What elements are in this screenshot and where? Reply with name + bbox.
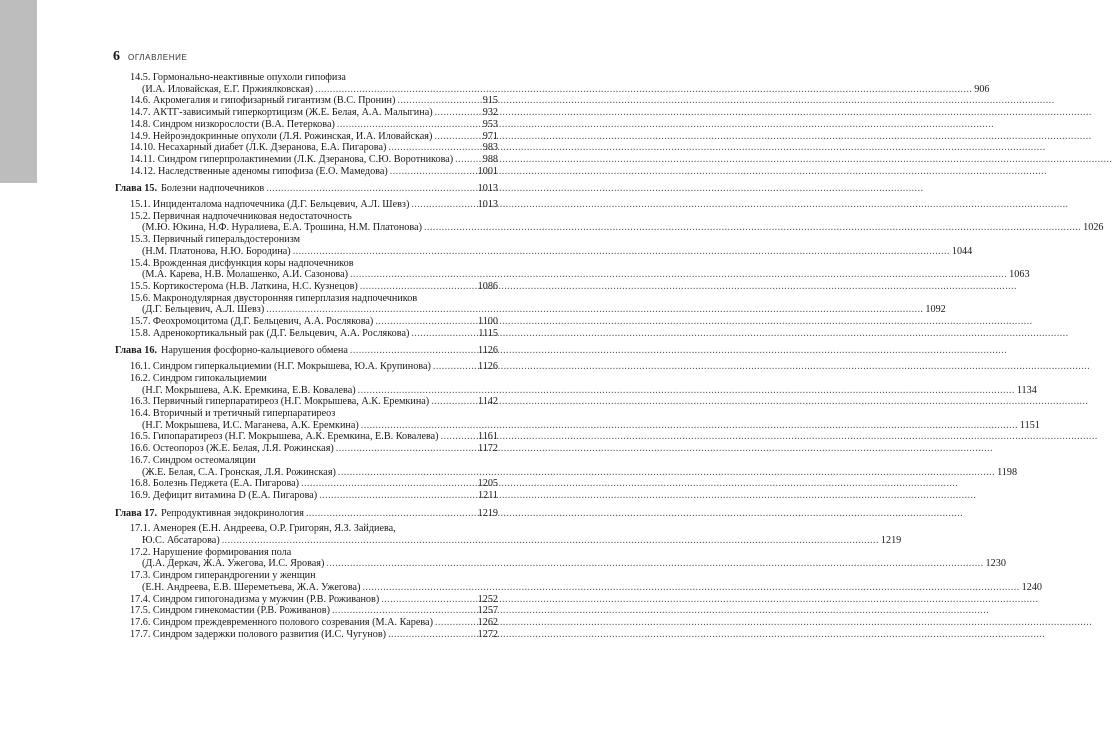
page-ref: 932 xyxy=(482,107,498,119)
page-ref: 915 xyxy=(482,95,498,107)
dot-leader xyxy=(306,508,476,520)
toc-entry xyxy=(115,361,498,373)
page-ref: 1100 xyxy=(478,316,498,328)
entry-text: (М.Ю. Юкина, Н.Ф. Нуралиева, Е.А. Трошина, Н.М. Платонова) xyxy=(142,222,422,234)
dot-leader xyxy=(431,396,476,408)
page-ref: 1126 xyxy=(478,361,498,373)
entry-text: 14.7. АКТГ-зависимый гиперкортицизм (Ж.Е. Белая, А.А. Малыгина) xyxy=(130,107,433,119)
page-ref: 1126 xyxy=(478,345,498,357)
toc-chapter xyxy=(115,508,498,520)
dot-leader xyxy=(350,269,1007,280)
dot-leader xyxy=(424,222,1081,233)
toc-entry xyxy=(115,490,498,502)
chapter-label: Глава 15. xyxy=(115,183,158,195)
dot-leader xyxy=(358,385,1015,396)
dot-leader xyxy=(433,361,476,373)
dot-leader xyxy=(293,246,950,257)
page-ref: 1134 xyxy=(1016,384,1037,396)
entry-text: (Д.А. Деркач, Ж.А. Ужегова, И.С. Яровая) xyxy=(142,558,325,570)
entry-text: (И.А. Иловайская, Е.Г. Пржиялковская) xyxy=(142,83,314,95)
entry-text: Ю.С. Абсатарова) xyxy=(142,535,220,547)
entry-text: 16.3. Первичный гиперпаратиреоз (Н.Г. Мокрышева, А.К. Еремкина) xyxy=(130,396,430,408)
toc-entry xyxy=(115,372,1037,396)
page-ref: 1252 xyxy=(477,593,498,605)
entry-text: 16.5. Гипопаратиреоз (Н.Г. Мокрышева, А.К. Еремкина, Е.В. Ковалева) xyxy=(130,431,439,443)
toc-entry xyxy=(115,292,946,316)
page-ref: 953 xyxy=(482,118,498,130)
toc-entry xyxy=(115,454,1018,478)
page-ref: 1115 xyxy=(478,327,498,339)
dot-leader xyxy=(390,166,476,178)
page-ref: 1219 xyxy=(477,507,498,519)
page-ref: 1013 xyxy=(477,199,498,211)
toc-entry xyxy=(115,72,990,95)
entry-title-line: 16.4. Вторичный и третичный гиперпаратиреоз xyxy=(130,407,336,419)
toc-entry xyxy=(115,234,973,257)
dot-leader xyxy=(455,154,481,166)
entry-text: 14.9. Нейроэндокринные опухоли (Л.Я. Рожинская, И.А. Иловайская) xyxy=(130,130,433,142)
entry-text: (Д.Г. Бельцевич, А.Л. Шевз) xyxy=(142,304,265,316)
chapter-title: Репродуктивная эндокринология xyxy=(161,507,304,519)
entry-text: (Н.Г. Мокрышева, А.К. Еремкина, Е.В. Ковалева) xyxy=(142,384,356,396)
entry-text: 16.6. Остеопороз (Ж.Е. Белая, Л.Я. Рожинская) xyxy=(130,443,334,455)
page-ref: 1211 xyxy=(478,489,498,501)
dot-leader xyxy=(336,443,476,455)
toc-entry xyxy=(115,478,498,490)
dot-leader xyxy=(397,95,480,107)
entry-text: 15.7. Феохромоцитома (Д.Г. Бельцевич, А.А. Рослякова) xyxy=(130,316,374,328)
page-ref: 1219 xyxy=(880,535,902,547)
page-ref: 1086 xyxy=(477,280,498,292)
entry-title-line: 15.4. Врожденная дисфункция коры надпочечников xyxy=(130,257,354,269)
dot-leader xyxy=(361,420,1018,431)
entry-text: (М.А. Карева, Н.В. Молашенко, А.И. Сазонова) xyxy=(142,269,349,281)
page-ref: 1063 xyxy=(1009,269,1030,281)
dot-leader xyxy=(319,490,476,502)
dot-leader xyxy=(360,281,476,293)
toc-entry xyxy=(115,199,498,211)
chapter-label: Глава 16. xyxy=(115,345,158,357)
toc-entry xyxy=(115,131,498,143)
page-ref: 1272 xyxy=(477,628,498,640)
toc-entry xyxy=(115,617,498,629)
entry-text: (Ж.Е. Белая, С.А. Гронская, Л.Я. Рожинская) xyxy=(142,466,336,478)
running-head: ОГЛАВЛЕНИЕ xyxy=(128,53,188,62)
dot-leader xyxy=(388,629,476,641)
page-ref: 988 xyxy=(482,153,498,165)
toc-chapter xyxy=(115,345,498,357)
entry-title-line: 15.2. Первичная надпочечниковая недостаточность xyxy=(130,210,352,222)
page-ref: 1151 xyxy=(1019,419,1040,431)
page-ref: 1262 xyxy=(477,616,498,628)
dot-leader xyxy=(266,183,475,195)
page-ref: 1161 xyxy=(478,431,498,443)
toc-entry xyxy=(115,570,1042,593)
toc-entry xyxy=(115,95,498,107)
toc-entry xyxy=(115,281,498,293)
entry-title-line: 17.1. Аменорея (Е.Н. Андреева, О.Р. Григорян, Я.З. Зайдиева, xyxy=(130,523,396,535)
entry-text: 14.12. Наследственные аденомы гипофиза (Е.О. Мамедова) xyxy=(130,165,388,177)
dot-leader xyxy=(381,594,475,606)
entry-title-line: 15.6. Макронодулярная двусторонняя гиперплазия надпочечников xyxy=(130,292,418,304)
entry-text: 17.4. Синдром гипогонадизма у мужчин (Р.В. Роживанов) xyxy=(130,593,380,605)
entry-text: 17.6. Синдром преждевременного полового созревания (М.А. Карева) xyxy=(130,616,433,628)
page-ref: 1092 xyxy=(925,304,946,316)
page-ref: 1013 xyxy=(477,183,498,195)
toc-entry xyxy=(115,210,1104,234)
page-ref: 1257 xyxy=(477,605,498,617)
page-ref: 1001 xyxy=(477,165,498,177)
entry-title-line: 16.7. Синдром остеомаляции xyxy=(130,454,256,466)
entry-text: 17.7. Синдром задержки полового развития (И.С. Чугунов) xyxy=(130,628,387,640)
entry-text: 16.1. Синдром гиперкальциемии (Н.Г. Мокрышева, Ю.А. Крупинова) xyxy=(130,361,431,373)
entry-text: 17.5. Синдром гинекомастии (Р.В. Роживанов) xyxy=(130,605,330,617)
toc-entry xyxy=(115,431,498,443)
side-thumb-tab xyxy=(0,0,37,183)
dot-leader xyxy=(435,617,476,629)
toc-entry xyxy=(115,546,1006,570)
entry-title-line: 14.5. Гормонально-неактивные опухоли гипофиза xyxy=(130,72,346,83)
page-ref: 1205 xyxy=(477,478,498,490)
toc-entry xyxy=(115,107,498,119)
dot-leader xyxy=(338,467,995,478)
dot-leader xyxy=(326,558,983,569)
toc-entry xyxy=(115,523,902,547)
entry-text: (Н.Г. Мокрышева, И.С. Маганева, А.К. Еремкина) xyxy=(142,419,359,431)
dot-leader xyxy=(441,431,476,443)
page-ref: 983 xyxy=(482,142,498,154)
dot-leader xyxy=(388,142,480,154)
entry-title-line: 16.2. Синдром гипокальциемии xyxy=(130,372,267,384)
entry-text: 14.6. Акромегалия и гипофизарный гигантизм (В.С. Пронин) xyxy=(130,95,396,107)
entry-text: 16.9. Дефицит витамина D (Е.А. Пигарова) xyxy=(130,489,318,501)
toc-entry xyxy=(115,629,498,641)
page-ref: 971 xyxy=(482,130,498,142)
toc-entry xyxy=(115,257,1030,281)
dot-leader xyxy=(301,478,476,490)
entry-text: 14.10. Несахарный диабет (Л.К. Дзеранова, Е.А. Пигарова) xyxy=(130,142,387,154)
toc-entry xyxy=(115,316,498,328)
entry-text: 14.11. Синдром гиперпролактинемии (Л.К. Дзеранова, С.Ю. Воротникова) xyxy=(130,153,454,165)
toc-entry xyxy=(115,119,498,131)
entry-title-line: 17.2. Нарушение формирования пола xyxy=(130,546,292,558)
page-ref: 906 xyxy=(974,83,990,95)
dot-leader xyxy=(315,84,972,95)
toc-entry xyxy=(115,443,498,455)
dot-leader xyxy=(332,605,476,617)
toc-entry xyxy=(115,166,498,178)
dot-leader xyxy=(435,107,481,119)
chapter-label: Глава 17. xyxy=(115,507,158,519)
entry-text: 14.8. Синдром низкорослости (В.А. Петеркова) xyxy=(130,118,335,130)
toc-chapter xyxy=(115,183,498,195)
page-ref: 1230 xyxy=(985,558,1006,570)
entry-text: (Н.М. Платонова, Н.Ю. Бородина) xyxy=(142,245,291,257)
toc-entry xyxy=(115,142,498,154)
toc-entry xyxy=(115,605,498,617)
toc-entry xyxy=(115,154,498,166)
dot-leader xyxy=(362,582,1019,593)
page-ref: 1026 xyxy=(1083,222,1104,234)
page-number: 6 xyxy=(113,49,120,64)
chapter-title: Болезни надпочечников xyxy=(161,183,265,195)
dot-leader xyxy=(411,199,475,211)
page-ref: 1172 xyxy=(478,443,498,455)
page-ref: 1044 xyxy=(951,245,973,257)
toc-entry xyxy=(115,328,498,340)
dot-leader xyxy=(222,535,879,546)
entry-text: 15.8. Адренокортикальный рак (Д.Г. Бельцевич, А.А. Рослякова) xyxy=(130,327,410,339)
dot-leader xyxy=(350,345,476,357)
page-ref: 1142 xyxy=(478,396,498,408)
toc-entry xyxy=(115,396,498,408)
chapter-title: Нарушения фосфорно-кальциевого обмена xyxy=(161,345,348,357)
entry-text: 15.1. Инциденталома надпочечника (Д.Г. Бельцевич, А.Л. Шевз) xyxy=(130,199,410,211)
dot-leader xyxy=(337,119,481,131)
entry-title-line: 15.3. Первичный гиперальдостеронизм xyxy=(130,234,301,246)
dot-leader xyxy=(411,328,476,340)
table-of-contents xyxy=(115,72,1104,640)
entry-text: 15.5. Кортикостерома (Н.В. Латкина, Н.С. Кузнецов) xyxy=(130,280,358,292)
toc-entry xyxy=(115,407,1040,431)
entry-text: (Е.Н. Андреева, Е.В. Шереметьева, Ж.А. Ужегова) xyxy=(142,581,361,593)
entry-text: 16.8. Болезнь Педжета (Е.А. Пигарова) xyxy=(130,478,300,490)
dot-leader xyxy=(375,316,476,328)
entry-title-line: 17.3. Синдром гиперандрогении у женщин xyxy=(130,570,316,582)
dot-leader xyxy=(266,304,923,315)
toc-entry xyxy=(115,594,498,606)
page-ref: 1240 xyxy=(1021,581,1042,593)
page-ref: 1198 xyxy=(997,466,1018,478)
dot-leader xyxy=(434,131,480,143)
